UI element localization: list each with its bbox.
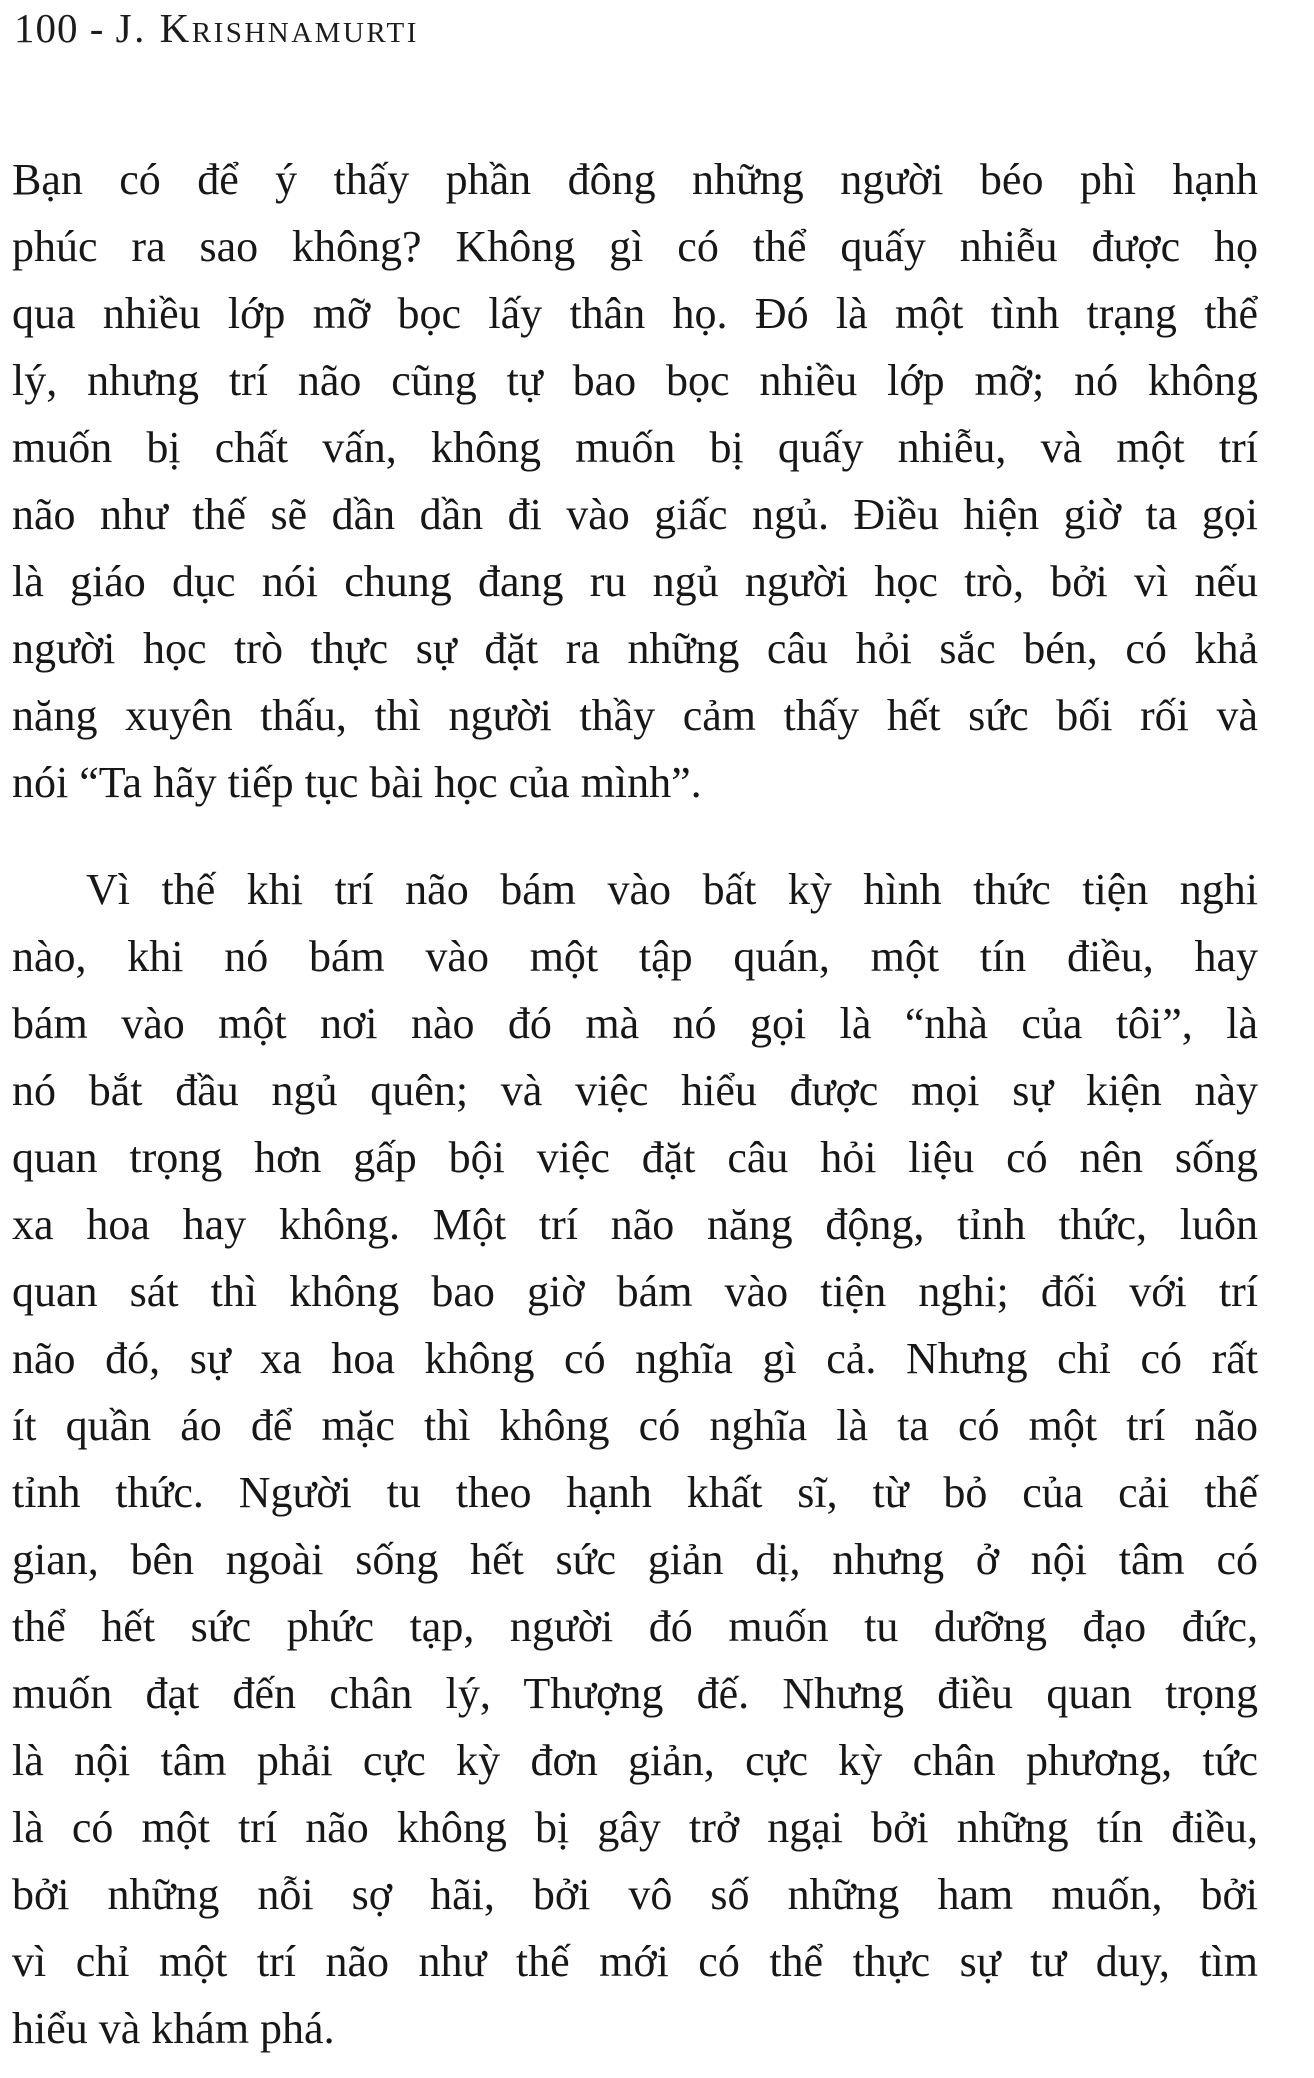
text-line: xa hoa hay không. Một trí não năng động, tỉnh thức, luôn <box>12 1200 1258 1249</box>
text-line: qua nhiều lớp mỡ bọc lấy thân họ. Đó là một tình trạng thể <box>12 289 1258 338</box>
text-line: quan trọng hơn gấp bội việc đặt câu hỏi liệu có nên sống <box>12 1133 1258 1182</box>
text-line: người học trò thực sự đặt ra những câu hỏi sắc bén, có khả <box>12 624 1258 673</box>
text-line: phúc ra sao không? Không gì có thể quấy nhiễu được họ <box>12 222 1258 271</box>
text-line: vì chỉ một trí não như thế mới có thể thực sự tư duy, tìm <box>12 1937 1258 1986</box>
page-body <box>12 146 1258 2062</box>
text-line: ít quần áo để mặc thì không có nghĩa là ta có một trí não <box>12 1401 1258 1450</box>
page-number: 100 <box>14 5 79 51</box>
text-line: quan sát thì không bao giờ bám vào tiện nghi; đối với trí <box>12 1267 1258 1316</box>
text-line: hiểu và khám phá. <box>12 2004 335 2053</box>
text-line: nó bắt đầu ngủ quên; và việc hiểu được mọi sự kiện này <box>12 1066 1258 1115</box>
text-line: nói “Ta hãy tiếp tục bài học của mình”. <box>12 758 702 807</box>
text-line: nào, khi nó bám vào một tập quán, một tín điều, hay <box>12 932 1258 981</box>
text-line: là có một trí não không bị gây trở ngại bởi những tín điều, <box>12 1803 1258 1852</box>
paragraph <box>12 146 1258 816</box>
text-line: bám vào một nơi nào đó mà nó gọi là “nhà của tôi”, là <box>12 999 1258 1048</box>
page-header <box>14 6 419 51</box>
text-line: là nội tâm phải cực kỳ đơn giản, cực kỳ chân phương, tức <box>12 1736 1258 1785</box>
text-line: bởi những nỗi sợ hãi, bởi vô số những ham muốn, bởi <box>12 1870 1258 1919</box>
header-separator: - <box>89 5 105 51</box>
text-line: Bạn có để ý thấy phần đông những người béo phì hạnh <box>12 155 1258 204</box>
text-line: năng xuyên thấu, thì người thầy cảm thấy hết sức bối rối và <box>12 691 1258 740</box>
text-line: lý, nhưng trí não cũng tự bao bọc nhiều lớp mỡ; nó không <box>12 356 1258 405</box>
text-line: não như thế sẽ dần dần đi vào giấc ngủ. Điều hiện giờ ta gọi <box>12 490 1258 539</box>
text-line: tỉnh thức. Người tu theo hạnh khất sĩ, từ bỏ của cải thế <box>12 1468 1258 1517</box>
author-name: J. Krishnamurti <box>115 5 419 51</box>
text-line: thể hết sức phức tạp, người đó muốn tu dưỡng đạo đức, <box>12 1602 1258 1651</box>
text-line: muốn bị chất vấn, không muốn bị quấy nhiễu, và một trí <box>12 423 1258 472</box>
text-line: Vì thế khi trí não bám vào bất kỳ hình thức tiện nghi <box>86 865 1258 914</box>
paragraph <box>12 856 1258 2062</box>
text-line: gian, bên ngoài sống hết sức giản dị, nhưng ở nội tâm có <box>12 1535 1258 1584</box>
text-line: não đó, sự xa hoa không có nghĩa gì cả. Nhưng chỉ có rất <box>12 1334 1258 1383</box>
text-line: là giáo dục nói chung đang ru ngủ người học trò, bởi vì nếu <box>12 557 1258 606</box>
text-line: muốn đạt đến chân lý, Thượng đế. Nhưng điều quan trọng <box>12 1669 1258 1718</box>
